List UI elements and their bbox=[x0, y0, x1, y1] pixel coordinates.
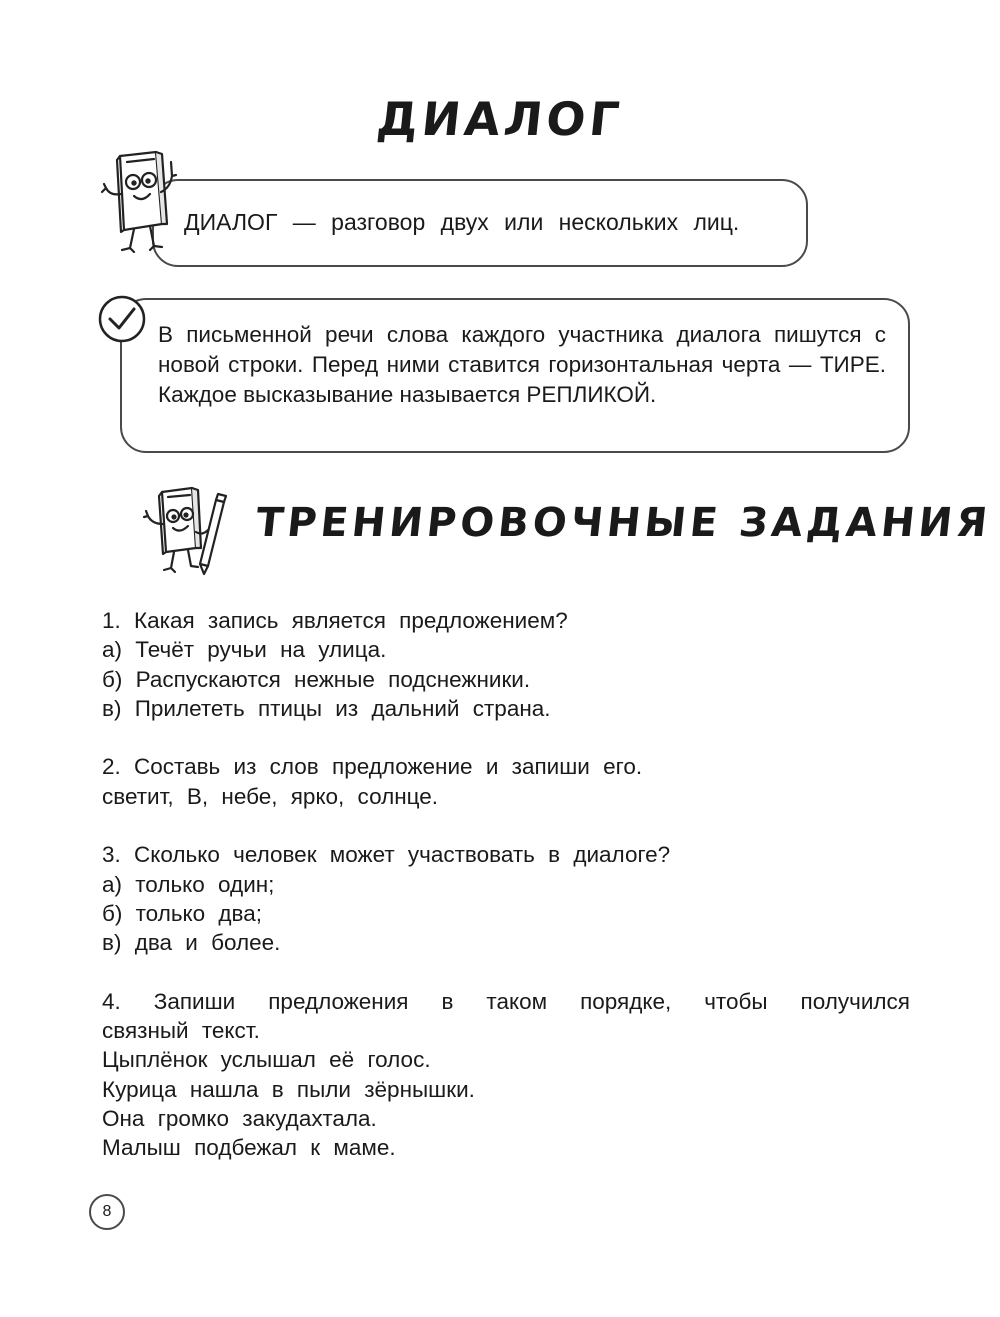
task-question: 3. Сколько человек может участвовать в диалоге? bbox=[102, 842, 671, 868]
sentence-item: Малыш подбежал к маме. bbox=[102, 1135, 396, 1161]
task-4 bbox=[102, 987, 910, 1163]
answer-option: б) Распускаются нежные подснежники. bbox=[102, 666, 531, 692]
checkmark-circle-icon bbox=[97, 294, 147, 344]
book-mascot-pointing-icon bbox=[100, 148, 192, 258]
task-2 bbox=[102, 752, 910, 811]
section-title: ТРЕНИРОВОЧНЫЕ ЗАДАНИЯ bbox=[253, 500, 994, 546]
rule-text: В письменной речи слова каждого участника диалога пишутся с новой строки. Перед ними ставится горизонтальная черта — ТИРЕ. Каждое высказывание называется РЕПЛИКОЙ. bbox=[158, 322, 886, 407]
task-question: 4. Запиши предложения в таком порядке, чтобы получился bbox=[102, 988, 910, 1014]
task-question: 1. Какая запись является предложением? bbox=[102, 608, 568, 633]
rule-box bbox=[120, 298, 910, 453]
page-title: ДИАЛОГ bbox=[374, 92, 626, 146]
definition-box bbox=[152, 179, 808, 267]
sentence-item: Она громко закудахтала. bbox=[102, 1106, 377, 1132]
task-1 bbox=[102, 606, 910, 723]
tasks-list bbox=[102, 606, 910, 1192]
answer-option: б) только два; bbox=[102, 900, 263, 926]
task-question: 2. Составь из слов предложение и запиши его. bbox=[102, 754, 643, 780]
book-mascot-pencil-icon bbox=[138, 486, 234, 578]
page-number: 8 bbox=[89, 1194, 125, 1230]
task-words: светит, В, небе, ярко, солнце. bbox=[102, 783, 439, 809]
answer-option: а) Течёт ручьи на улица. bbox=[102, 637, 387, 663]
sentence-item: Цыплёнок услышал её голос. bbox=[102, 1047, 431, 1073]
task-question-continued: связный текст. bbox=[102, 1018, 260, 1044]
task-3 bbox=[102, 840, 910, 957]
sentence-item: Курица нашла в пыли зёрнышки. bbox=[102, 1076, 475, 1102]
answer-option: а) только один; bbox=[102, 871, 275, 897]
definition-text: ДИАЛОГ — разговор двух или нескольких лиц. bbox=[184, 209, 740, 235]
answer-option: в) Прилететь птицы из дальний страна. bbox=[102, 695, 551, 721]
answer-option: в) два и более. bbox=[102, 930, 281, 956]
